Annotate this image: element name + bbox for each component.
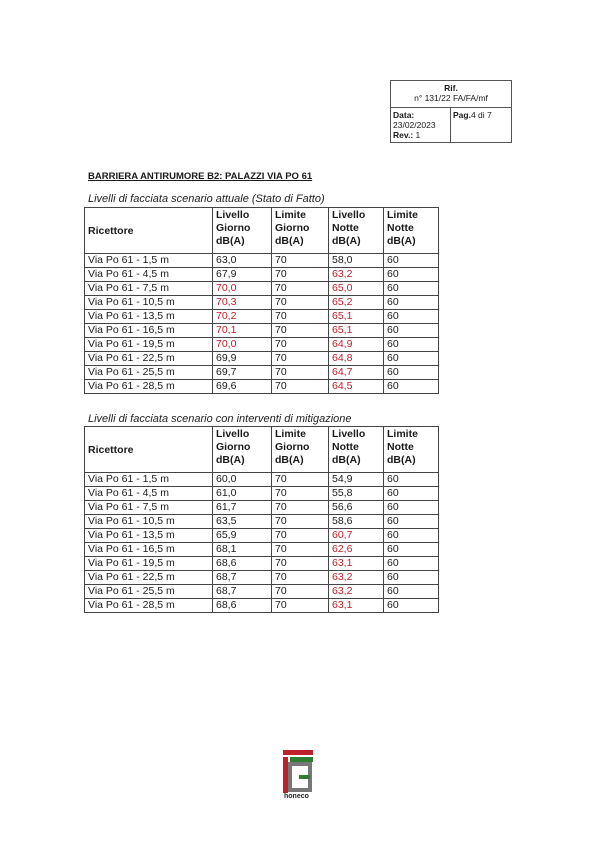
table-row xyxy=(85,487,439,501)
cell-ricettore: Via Po 61 - 7,5 m xyxy=(85,282,213,296)
cell-limite-giorno: 70 xyxy=(272,515,329,529)
cell-ricettore: Via Po 61 - 22,5 m xyxy=(85,352,213,366)
cell-ricettore: Via Po 61 - 1,5 m xyxy=(85,473,213,487)
table-row xyxy=(85,310,439,324)
table-caption-mitigation: Livelli di facciata scenario con interventi di mitigazione xyxy=(88,413,352,425)
levels-table-mitigation xyxy=(84,426,439,613)
cell-livello-giorno: 61,7 xyxy=(213,501,272,515)
cell-livello-notte: 63,1 xyxy=(329,599,384,613)
table-row xyxy=(85,543,439,557)
cell-limite-notte: 60 xyxy=(384,529,439,543)
cell-livello-giorno: 61,0 xyxy=(213,487,272,501)
cell-limite-giorno: 70 xyxy=(272,501,329,515)
cell-livello-giorno: 65,9 xyxy=(213,529,272,543)
table-row xyxy=(85,571,439,585)
cell-ricettore: Via Po 61 - 25,5 m xyxy=(85,585,213,599)
cell-limite-notte: 60 xyxy=(384,352,439,366)
cell-limite-notte: 60 xyxy=(384,473,439,487)
table-row xyxy=(85,366,439,380)
table-row xyxy=(85,473,439,487)
table-header-row xyxy=(85,208,439,254)
cell-limite-giorno: 70 xyxy=(272,254,329,268)
cell-livello-giorno: 63,5 xyxy=(213,515,272,529)
table-row xyxy=(85,585,439,599)
logo-text: honeco xyxy=(284,793,309,800)
cell-limite-giorno: 70 xyxy=(272,599,329,613)
rif-label: Rif. xyxy=(444,83,458,93)
table-body xyxy=(85,473,439,613)
cell-livello-notte: 62,6 xyxy=(329,543,384,557)
cell-livello-notte: 65,2 xyxy=(329,296,384,310)
cell-limite-notte: 60 xyxy=(384,366,439,380)
cell-ricettore: Via Po 61 - 4,5 m xyxy=(85,268,213,282)
cell-livello-notte: 63,2 xyxy=(329,571,384,585)
cell-limite-giorno: 70 xyxy=(272,338,329,352)
cell-livello-giorno: 68,7 xyxy=(213,585,272,599)
cell-ricettore: Via Po 61 - 28,5 m xyxy=(85,380,213,394)
reference-date-cell xyxy=(391,108,451,142)
cell-limite-notte: 60 xyxy=(384,268,439,282)
col-limite-notte: Limite Notte dB(A) xyxy=(384,427,439,473)
cell-limite-giorno: 70 xyxy=(272,529,329,543)
col-ricettore: Ricettore xyxy=(85,208,213,254)
cell-limite-notte: 60 xyxy=(384,585,439,599)
cell-livello-giorno: 68,6 xyxy=(213,599,272,613)
col-livello-giorno: Livello Giorno dB(A) xyxy=(213,427,272,473)
levels-table-current xyxy=(84,207,439,394)
cell-ricettore: Via Po 61 - 22,5 m xyxy=(85,571,213,585)
cell-livello-giorno: 70,3 xyxy=(213,296,272,310)
cell-limite-notte: 60 xyxy=(384,324,439,338)
cell-livello-notte: 55,8 xyxy=(329,487,384,501)
page-label: Pag. xyxy=(453,110,471,120)
cell-limite-giorno: 70 xyxy=(272,282,329,296)
rif-value: n° 131/22 FA/FA/mf xyxy=(414,93,488,103)
table-row xyxy=(85,501,439,515)
cell-ricettore: Via Po 61 - 13,5 m xyxy=(85,529,213,543)
logo-top-bar xyxy=(283,750,313,755)
cell-livello-notte: 65,0 xyxy=(329,282,384,296)
cell-limite-notte: 60 xyxy=(384,501,439,515)
cell-ricettore: Via Po 61 - 16,5 m xyxy=(85,324,213,338)
cell-livello-giorno: 69,9 xyxy=(213,352,272,366)
table-row xyxy=(85,338,439,352)
table-row xyxy=(85,324,439,338)
cell-ricettore: Via Po 61 - 13,5 m xyxy=(85,310,213,324)
cell-livello-notte: 56,6 xyxy=(329,501,384,515)
cell-ricettore: Via Po 61 - 25,5 m xyxy=(85,366,213,380)
cell-ricettore: Via Po 61 - 16,5 m xyxy=(85,543,213,557)
cell-livello-notte: 65,1 xyxy=(329,310,384,324)
cell-limite-notte: 60 xyxy=(384,380,439,394)
cell-livello-notte: 64,7 xyxy=(329,366,384,380)
cell-livello-notte: 65,1 xyxy=(329,324,384,338)
cell-livello-notte: 64,8 xyxy=(329,352,384,366)
cell-livello-notte: 63,2 xyxy=(329,585,384,599)
table-row xyxy=(85,296,439,310)
date-label: Data: xyxy=(393,110,415,120)
cell-limite-giorno: 70 xyxy=(272,571,329,585)
cell-limite-giorno: 70 xyxy=(272,324,329,338)
table-row xyxy=(85,515,439,529)
col-livello-notte: Livello Notte dB(A) xyxy=(329,208,384,254)
cell-ricettore: Via Po 61 - 1,5 m xyxy=(85,254,213,268)
cell-limite-notte: 60 xyxy=(384,254,439,268)
col-limite-giorno: Limite Giorno dB(A) xyxy=(272,427,329,473)
cell-livello-giorno: 69,6 xyxy=(213,380,272,394)
cell-limite-giorno: 70 xyxy=(272,487,329,501)
rev-value: 1 xyxy=(415,130,421,140)
table-header-row xyxy=(85,427,439,473)
rev-label: Rev.: xyxy=(393,130,414,140)
cell-livello-notte: 58,0 xyxy=(329,254,384,268)
table-row xyxy=(85,557,439,571)
cell-livello-notte: 64,5 xyxy=(329,380,384,394)
cell-limite-notte: 60 xyxy=(384,543,439,557)
cell-ricettore: Via Po 61 - 28,5 m xyxy=(85,599,213,613)
cell-livello-notte: 63,1 xyxy=(329,557,384,571)
logo-green-bar xyxy=(290,757,313,762)
logo-green-notch xyxy=(299,775,310,779)
cell-limite-notte: 60 xyxy=(384,338,439,352)
cell-livello-notte: 63,2 xyxy=(329,268,384,282)
table-body xyxy=(85,254,439,394)
cell-limite-giorno: 70 xyxy=(272,473,329,487)
cell-limite-notte: 60 xyxy=(384,515,439,529)
col-livello-notte: Livello Notte dB(A) xyxy=(329,427,384,473)
table-row xyxy=(85,268,439,282)
cell-limite-giorno: 70 xyxy=(272,268,329,282)
reference-box xyxy=(390,80,512,143)
cell-livello-giorno: 68,7 xyxy=(213,571,272,585)
cell-limite-notte: 60 xyxy=(384,557,439,571)
reference-page-cell xyxy=(451,108,511,142)
table-row xyxy=(85,380,439,394)
cell-livello-giorno: 63,0 xyxy=(213,254,272,268)
cell-livello-giorno: 68,1 xyxy=(213,543,272,557)
reference-top xyxy=(391,81,511,108)
cell-ricettore: Via Po 61 - 7,5 m xyxy=(85,501,213,515)
cell-livello-giorno: 70,2 xyxy=(213,310,272,324)
cell-limite-giorno: 70 xyxy=(272,366,329,380)
cell-livello-giorno: 70,0 xyxy=(213,282,272,296)
reference-bottom xyxy=(391,108,511,142)
table-row xyxy=(85,254,439,268)
cell-ricettore: Via Po 61 - 19,5 m xyxy=(85,338,213,352)
col-limite-notte: Limite Notte dB(A) xyxy=(384,208,439,254)
cell-limite-giorno: 70 xyxy=(272,352,329,366)
cell-limite-giorno: 70 xyxy=(272,310,329,324)
cell-limite-notte: 60 xyxy=(384,296,439,310)
table-row xyxy=(85,529,439,543)
cell-ricettore: Via Po 61 - 10,5 m xyxy=(85,296,213,310)
cell-livello-giorno: 69,7 xyxy=(213,366,272,380)
logo-stem xyxy=(283,757,288,793)
page-value: 4 di 7 xyxy=(470,110,492,120)
cell-livello-notte: 60,7 xyxy=(329,529,384,543)
section-title: BARRIERA ANTIRUMORE B2: PALAZZI VIA PO 61 xyxy=(88,171,313,182)
cell-ricettore: Via Po 61 - 19,5 m xyxy=(85,557,213,571)
cell-livello-giorno: 68,6 xyxy=(213,557,272,571)
col-livello-giorno: Livello Giorno dB(A) xyxy=(213,208,272,254)
cell-limite-notte: 60 xyxy=(384,599,439,613)
cell-ricettore: Via Po 61 - 10,5 m xyxy=(85,515,213,529)
cell-limite-giorno: 70 xyxy=(272,585,329,599)
table-row xyxy=(85,599,439,613)
cell-limite-giorno: 70 xyxy=(272,543,329,557)
table-row xyxy=(85,352,439,366)
cell-limite-notte: 60 xyxy=(384,487,439,501)
cell-limite-giorno: 70 xyxy=(272,296,329,310)
col-limite-giorno: Limite Giorno dB(A) xyxy=(272,208,329,254)
cell-livello-notte: 64,9 xyxy=(329,338,384,352)
cell-limite-notte: 60 xyxy=(384,571,439,585)
cell-livello-giorno: 67,9 xyxy=(213,268,272,282)
table-caption-current: Livelli di facciata scenario attuale (Stato di Fatto) xyxy=(88,193,325,205)
cell-limite-giorno: 70 xyxy=(272,380,329,394)
cell-livello-notte: 54,9 xyxy=(329,473,384,487)
cell-limite-notte: 60 xyxy=(384,310,439,324)
cell-livello-giorno: 70,1 xyxy=(213,324,272,338)
cell-livello-giorno: 70,0 xyxy=(213,338,272,352)
cell-livello-notte: 58,6 xyxy=(329,515,384,529)
cell-livello-giorno: 60,0 xyxy=(213,473,272,487)
cell-limite-giorno: 70 xyxy=(272,557,329,571)
cell-ricettore: Via Po 61 - 4,5 m xyxy=(85,487,213,501)
col-ricettore: Ricettore xyxy=(85,427,213,473)
table-row xyxy=(85,282,439,296)
date-value: 23/02/2023 xyxy=(393,120,436,130)
cell-limite-notte: 60 xyxy=(384,282,439,296)
